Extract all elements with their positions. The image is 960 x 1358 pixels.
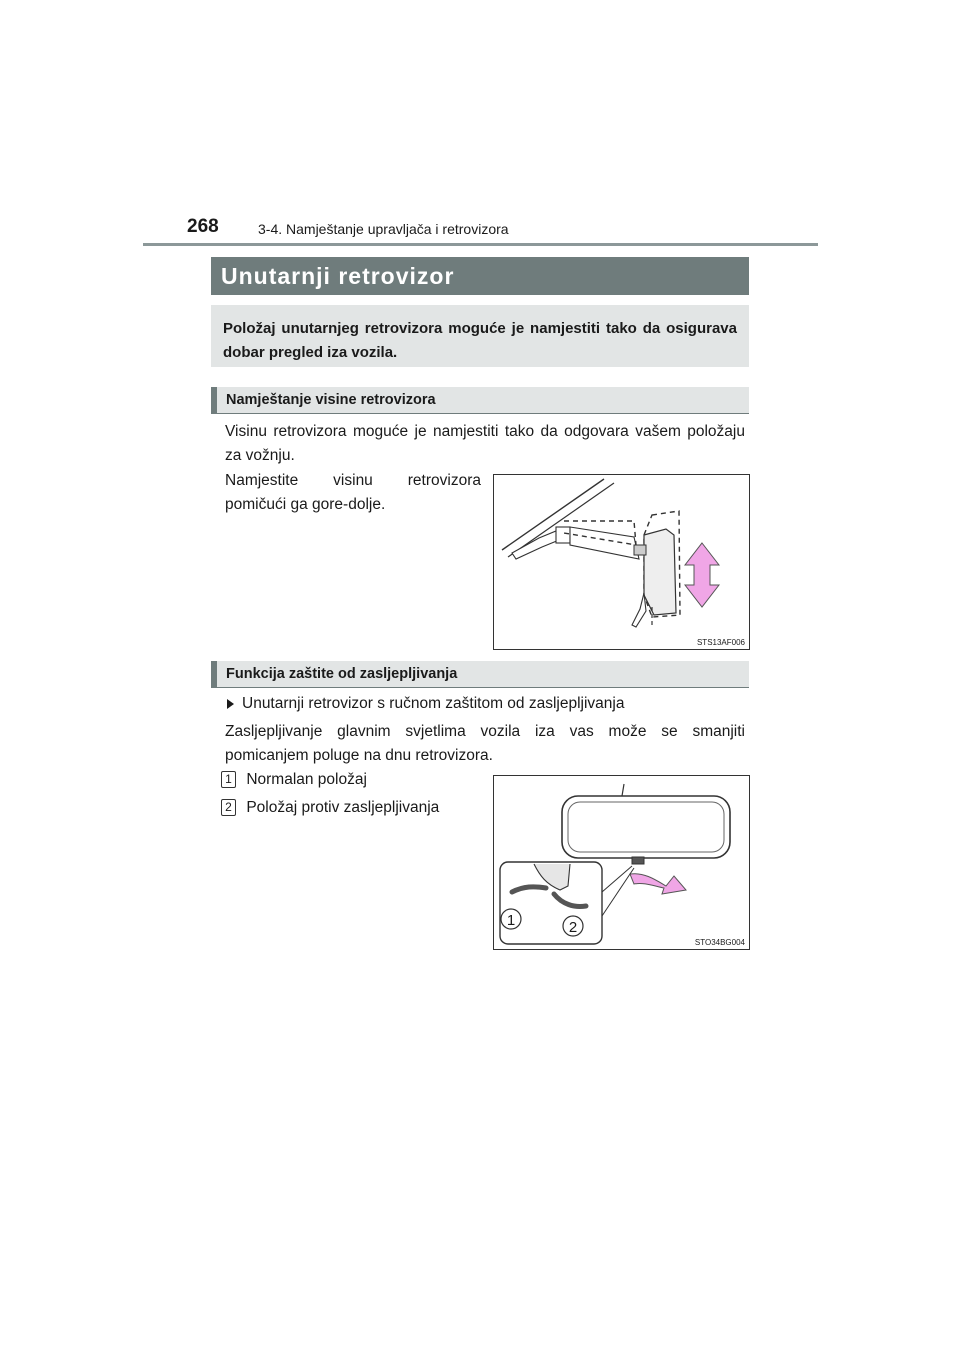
intro-box bbox=[211, 305, 749, 367]
anti-glare-figure bbox=[493, 775, 750, 950]
page-title: Unutarnji retrovizor bbox=[221, 263, 455, 289]
glare-paragraph: Zasljepljivanje glavnim svjetlima vozila iza vas može se smanjiti pomicanjem poluge na dnu retrovizora. bbox=[225, 723, 745, 764]
heading-accent-bar bbox=[211, 661, 217, 688]
anti-glare-illustration bbox=[494, 776, 749, 949]
callout-1-label: 1 bbox=[506, 912, 516, 929]
number-badge: 1 bbox=[221, 771, 236, 788]
title-bar bbox=[211, 257, 749, 295]
glare-section-heading bbox=[211, 661, 749, 688]
glare-heading-text: Funkcija zaštite od zasljepljivanja bbox=[226, 666, 458, 682]
section-header: 3-4. Namještanje upravljača i retrovizora bbox=[258, 221, 509, 237]
mirror-height-illustration bbox=[494, 475, 749, 649]
height-paragraph-1: Visinu retrovizora moguće je namjestiti tako da odgovara vašem položaju za vožnju. bbox=[225, 423, 745, 464]
figure-code: STS13AF006 bbox=[696, 638, 745, 647]
mirror-height-figure bbox=[493, 474, 750, 650]
height-section-heading bbox=[211, 387, 749, 414]
height-heading-text: Namještanje visine retrovizora bbox=[226, 392, 436, 408]
figure-code: STO34BG004 bbox=[694, 938, 745, 947]
callout-2-label: 2 bbox=[568, 919, 578, 936]
height-paragraph-2: Namjestite visinu retrovizora pomičući ga gore-dolje. bbox=[225, 472, 481, 513]
page-number: 268 bbox=[187, 216, 219, 237]
header-rule bbox=[143, 243, 818, 246]
list-item bbox=[221, 796, 439, 820]
bullet-arrow-icon bbox=[227, 699, 234, 709]
glare-bullet bbox=[227, 692, 747, 716]
glare-bullet-text: Unutarnji retrovizor s ručnom zaštitom od zasljepljivanja bbox=[242, 695, 625, 712]
heading-accent-bar bbox=[211, 387, 217, 414]
list-item-label: Normalan položaj bbox=[246, 771, 367, 788]
number-badge: 2 bbox=[221, 799, 236, 816]
list-item-label: Položaj protiv zasljepljivanja bbox=[246, 799, 440, 816]
list-item bbox=[221, 768, 367, 792]
intro-text: Položaj unutarnjeg retrovizora moguće je namjestiti tako da osigurava dobar pregled iza vozila. bbox=[223, 320, 737, 361]
